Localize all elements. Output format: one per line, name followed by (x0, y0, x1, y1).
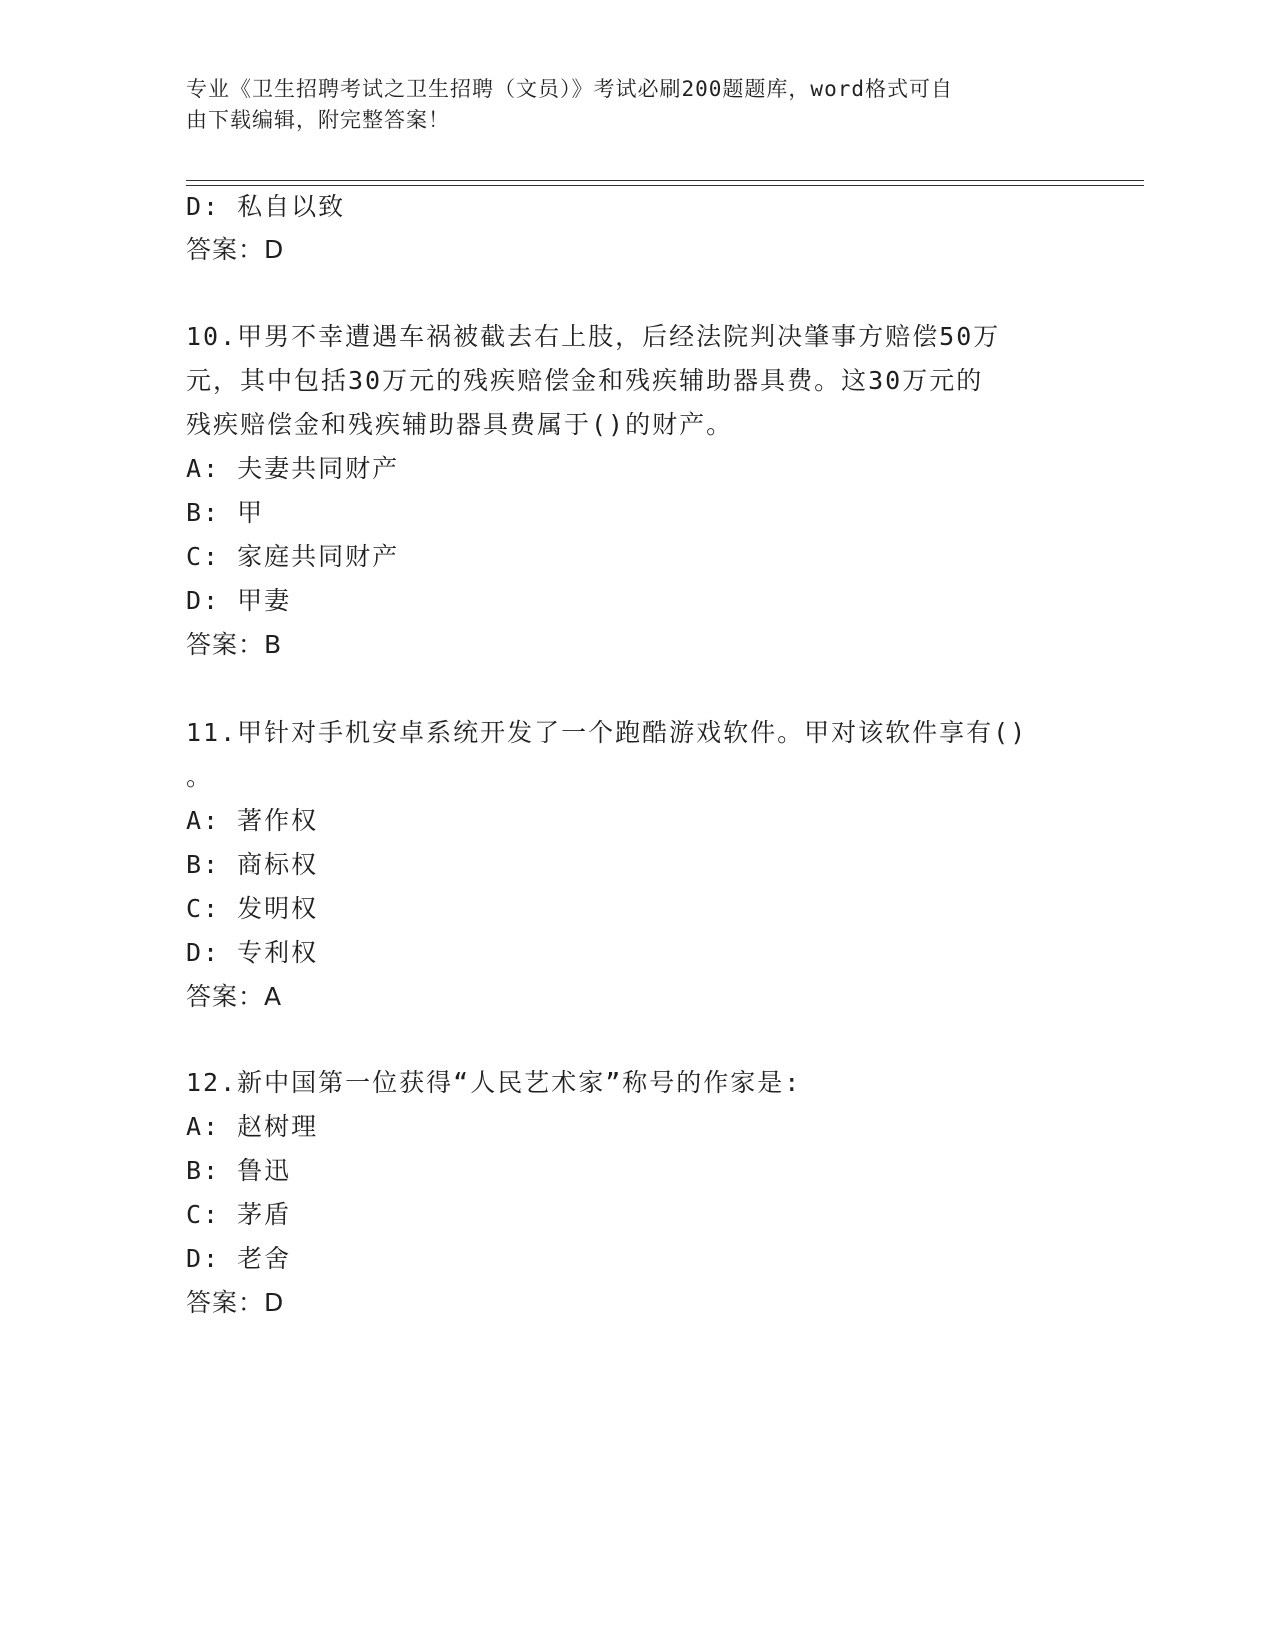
q12-option-c: C: 茅盾 (186, 1200, 292, 1229)
q10-option-a: A: 夫妻共同财产 (186, 454, 400, 483)
q10-answer: 答案：B (186, 630, 283, 659)
q12-option-d: D: 老舍 (186, 1244, 292, 1273)
header-line-1: 专业《卫生招聘考试之卫生招聘（文员）》考试必刷200题题库，word格式可自 (186, 77, 953, 101)
prev-option-d: D: 私自以致 (186, 192, 346, 221)
header-divider-bottom (186, 185, 1144, 186)
q12-option-b: B: 鲁迅 (186, 1156, 292, 1185)
document-header (186, 74, 1066, 136)
q11-option-c: C: 发明权 (186, 894, 319, 923)
header-divider-top (186, 180, 1144, 181)
q10-option-b: B: 甲 (186, 498, 265, 527)
q12-option-a: A: 赵树理 (186, 1112, 319, 1141)
header-line-2: 由下载编辑，附完整答案！ (186, 108, 450, 132)
q11-option-d: D: 专利权 (186, 938, 319, 967)
q11-answer: 答案：A (186, 982, 283, 1011)
q11-stem-line-1: 11.甲针对手机安卓系统开发了一个跑酷游戏软件。甲对该软件享有() (186, 718, 1028, 747)
q11-option-b: B: 商标权 (186, 850, 319, 879)
q10-stem-line-2: 元，其中包括30万元的残疾赔偿金和残疾辅助器具费。这30万元的 (186, 366, 984, 395)
q11-stem-line-2: 。 (186, 762, 214, 791)
q12-stem-line-1: 12.新中国第一位获得“人民艺术家”称号的作家是: (186, 1068, 802, 1097)
q11-option-a: A: 著作权 (186, 806, 319, 835)
q10-option-d: D: 甲妻 (186, 586, 292, 615)
q10-option-c: C: 家庭共同财产 (186, 542, 400, 571)
q10-stem-line-3: 残疾赔偿金和残疾辅助器具费属于()的财产。 (186, 410, 734, 439)
q10-stem-line-1: 10.甲男不幸遭遇车祸被截去右上肢，后经法院判决肇事方赔偿50万 (186, 322, 1001, 351)
q12-answer: 答案：D (186, 1288, 285, 1317)
prev-answer: 答案：D (186, 235, 285, 264)
